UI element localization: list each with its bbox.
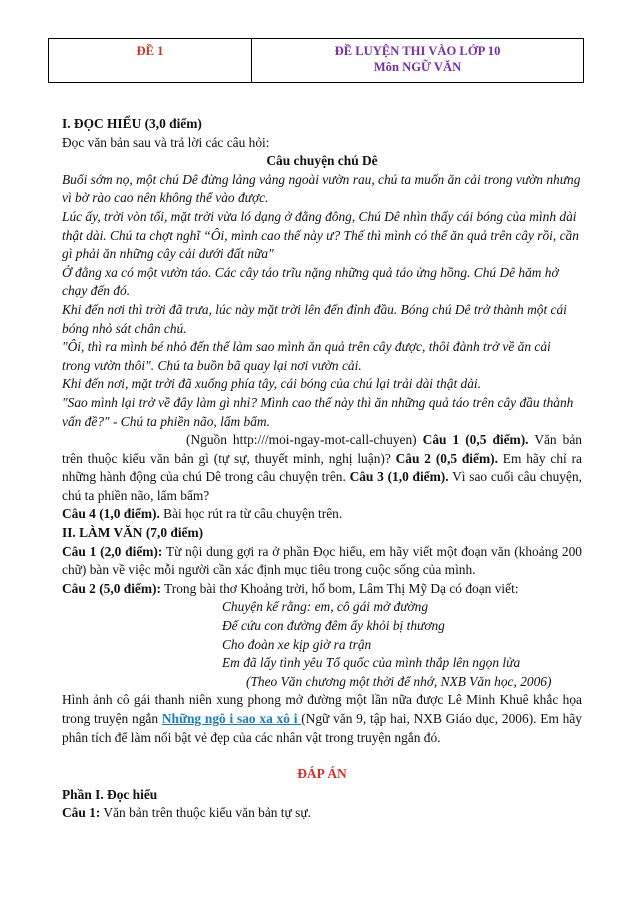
question-4 (62, 505, 582, 524)
writing-question-2-label: Câu 2 (5,0 điểm): (62, 580, 161, 596)
writing-question-2-task: (Ngữ văn 9, tập hai, NXB Giáo dục, 2006). Em hãy phân tích để làm nổi bật vẻ đẹp của các nhân vật trong truyện ngắn đó. (62, 711, 582, 745)
writing-question-1-text: Từ nội dung gợi ra ở phần Đọc hiểu, em hãy viết một đoạn văn (khoảng 200 chữ) bàn về việc mỗi người cần xác định mục tiêu trong cuộc sống của mình. (62, 543, 582, 578)
writing-question-1-label: Câu 1 (2,0 điểm): (62, 543, 163, 559)
poem-line: Chuyện kể rằng: em, cô gái mở đường (222, 599, 429, 615)
answer-1 (62, 804, 582, 823)
exam-title-cell (252, 39, 584, 83)
part1-heading: I. ĐỌC HIỂU (3,0 điểm) (62, 116, 202, 131)
answer-section-heading: Phần I. Đọc hiểu (62, 786, 158, 802)
exam-title: ĐỀ LUYỆN THI VÀO LỚP 10 (334, 44, 501, 58)
writing-question-2-text: Trong bài thơ Khoảng trời, hố bom, Lâm Thị Mỹ Dạ có đoạn viết: (160, 580, 519, 596)
poem-line: Để cứu con đường đêm ấy khỏi bị thương (222, 618, 445, 634)
writing-question-2 (62, 580, 582, 599)
question-2-text: Em hãy chỉ ra những hành động của chú Dê trong câu chuyện trên. (62, 450, 582, 485)
poem-line: Em đã lấy tình yêu Tổ quốc của mình thắp lên ngọn lửa (222, 655, 521, 671)
story-paragraph: Khi đến nơi thì trời đã trưa, lúc này mặt trời lên đến đỉnh đầu. Bóng chú Dê trở thành một cái bóng nhỏ sát chân chú. (62, 301, 567, 336)
part2-heading: II. LÀM VĂN (7,0 điểm) (62, 525, 204, 541)
document-page (62, 38, 582, 823)
story-paragraph: Buổi sớm nọ, một chú Dê đừng lảng vảng ngoài vườn rau, chú ta muốn ăn cải trong vườn nhưng vì bờ rào cao nên không thể vào được. (62, 171, 581, 206)
question-1-label: Câu 1 (0,5 điểm). (422, 432, 529, 448)
story-source: (Nguồn http:///moi-ngay-mot-call-chuyen) (186, 432, 417, 448)
answer-title: ĐÁP ÁN (297, 766, 347, 782)
writing-question-2-intro: Hình ảnh cô gái thanh niên xung phong mở đường một lần nữa được Lê Minh Khuê khắc họa trong truyện ngắn (62, 692, 582, 726)
poem-source: (Theo Văn chương một thời để nhớ, NXB Văn học, 2006) (246, 673, 552, 689)
exam-subject: Môn NGỮ VĂN (373, 60, 462, 74)
question-4-text: Bài học rút ra từ câu chuyện trên. (159, 506, 343, 522)
questions-paragraph (62, 431, 582, 505)
answer-1-text: Văn bản trên thuộc kiểu văn bản tự sự. (100, 805, 311, 821)
story-paragraph: "Sao mình lại trở về đây làm gì nhỉ? Mình cao thế này thì ăn những quả táo trên cây đầu thành vấn đề?" - Chú ta phiền não, lẩm bẩm. (62, 394, 574, 429)
part1-instruction: Đọc văn bản sau và trả lời các câu hỏi: (62, 134, 270, 150)
story-paragraph: "Ôi, thì ra mình bé nhỏ đến thế làm sao mình ăn quả trên cây được, thôi đành trở về ăn cải trong vườn thôi". Chú ta buồn bã quay lại nơi vườn cải. (62, 339, 551, 373)
writing-question-2-body (62, 691, 582, 747)
story-paragraph: Lúc ấy, trời vòn tối, mặt trời vừa ló dạng ở đằng đông, Chú Dê nhìn thấy cái bóng của mình dài thật dài. Chú ta chợt nghĩ “Ôi, mình cao thế này ư? Thế thì mình có thể ăn quả trên cây rồi, cần gì phải ăn những cây cải dưới đất nữa" (62, 208, 579, 262)
story-paragraph: Khi đến nơi, mặt trời đã xuống phía tây, cái bóng của chú lại trải dài thật dài. (62, 376, 481, 392)
question-2-label: Câu 2 (0,5 điểm). (395, 450, 498, 466)
story-title: Câu chuyện chú Dê (266, 153, 378, 169)
answer-1-label: Câu 1: (62, 805, 101, 821)
story-paragraph: Ở đằng xa có một vườn táo. Các cây táo trĩu nặng những quả táo ửng hồng. Chú Dê hăm hở chạy đến đó. (62, 264, 559, 299)
exam-header-table (48, 38, 584, 83)
writing-question-1 (62, 543, 582, 580)
poem-line: Cho đoàn xe kịp giờ ra trận (222, 636, 372, 652)
story-link[interactable]: Những ngô i sao xa xô i (161, 711, 302, 726)
exam-code: ĐỀ 1 (49, 39, 252, 83)
question-4-label: Câu 4 (1,0 điểm). (62, 506, 160, 522)
question-1-text: Văn bản trên thuộc kiểu văn bản gì (tự sự, thuyết minh, nghị luận)? (62, 432, 582, 466)
question-3-label: Câu 3 (1,0 điểm). (349, 469, 449, 485)
question-3-text: Vì sao cuối câu chuyện, chú ta phiền não, lẩm bẩm? (62, 469, 582, 503)
